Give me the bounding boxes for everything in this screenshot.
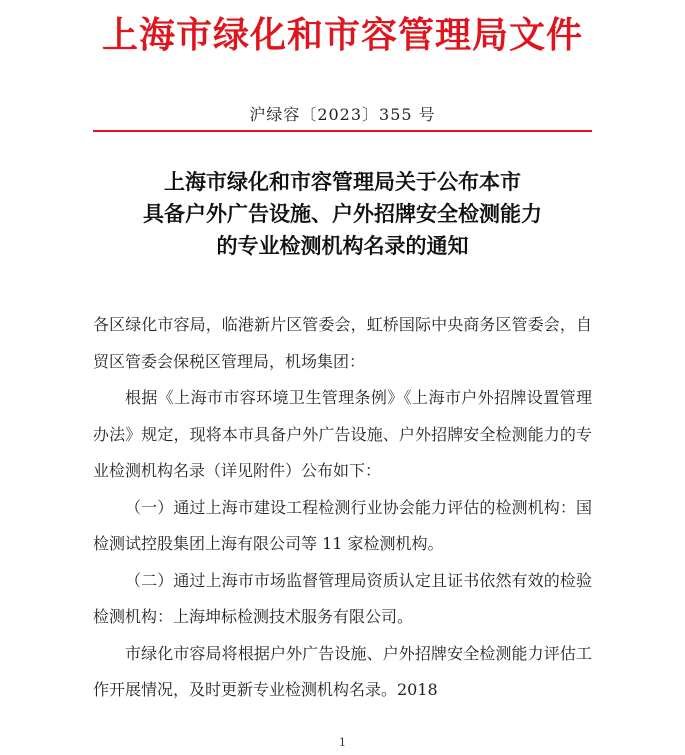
page-number: 1 [339,736,346,749]
update-paragraph: 市绿化市容局将根据户外广告设施、户外招牌安全检测能力评估工作开展情况，及时更新专业检测机构名录。2018 [93,643,592,699]
red-divider-line [93,130,592,132]
notice-title-line-3: 的专业检测机构名录的通知 [216,234,469,258]
notice-title [0,166,685,262]
item-one-paragraph: （一）通过上海市建设工程检测行业协会能力评估的检测机构：国检测试控股集团上海有限公司等 11 家检测机构。 [93,497,592,553]
addressee-paragraph: 各区绿化市容局，临港新片区管委会，虹桥国际中央商务区管委会，自贸区管委会保税区管理局，机场集团： [93,315,592,371]
basis-paragraph: 根据《上海市市容环境卫生管理条例》《上海市户外招牌设置管理办法》规定，现将本市具备户外广告设施、户外招牌安全检测能力的专业检测机构名录（详见附件）公布如下： [93,388,592,480]
issuing-authority-header: 上海市绿化和市容管理局文件 [101,15,583,56]
notice-title-line-1: 上海市绿化和市容管理局关于公布本市 [164,170,521,194]
item-two-paragraph: （二）通过上海市市场监督管理局资质认定且证书依然有效的检验检测机构：上海坤标检测技术服务有限公司。 [93,570,592,626]
notice-title-line-2: 具备户外广告设施、户外招牌安全检测能力 [143,202,542,226]
notice-body [93,307,592,709]
document-number: 沪绿容〔2023〕355 号 [249,105,436,124]
